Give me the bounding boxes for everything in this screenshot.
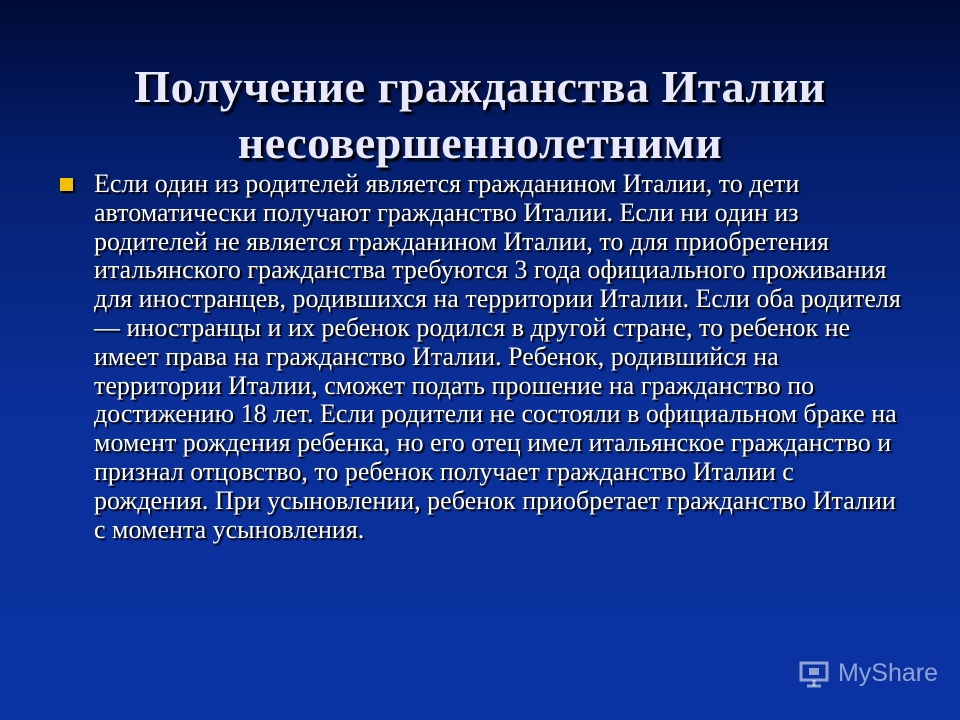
bullet-list: [58, 170, 908, 544]
slide-title-line-1: Получение гражданства Италии: [134, 60, 826, 112]
slide-title-line-2: несовершеннолетними: [237, 116, 723, 168]
bullet-text: Если один из родителей является гражданином Италии, то дети автоматически получают гражданство Италии. Если ни один из родителей не является гражданином Италии, то для приобретения итальянского гражданства требуются 3 года официального проживания для иностранцев, родившихся на территории Италии. Если оба родителя — иностранцы и их ребенок родился в другой стране, то ребенок не имеет права на гражданство Италии. Ребенок, родившийся на территории Италии, сможет подать прошение на гражданство по достижению 18 лет. Если родители не состояли в официальном браке на момент рождения ребенка, но его отец имел итальянское гражданство и признал отцовство, то ребенок получает гражданство Италии с рождения. При усыновлении, ребенок приобретает гражданство Италии с момента усыновления.: [94, 169, 901, 544]
myshared-logo-icon: [798, 656, 832, 690]
bullet-item: [58, 170, 908, 544]
square-bullet-icon: [60, 178, 73, 191]
slide-title: [40, 59, 920, 171]
watermark-text: MyShare: [837, 658, 938, 687]
watermark: [798, 656, 938, 690]
